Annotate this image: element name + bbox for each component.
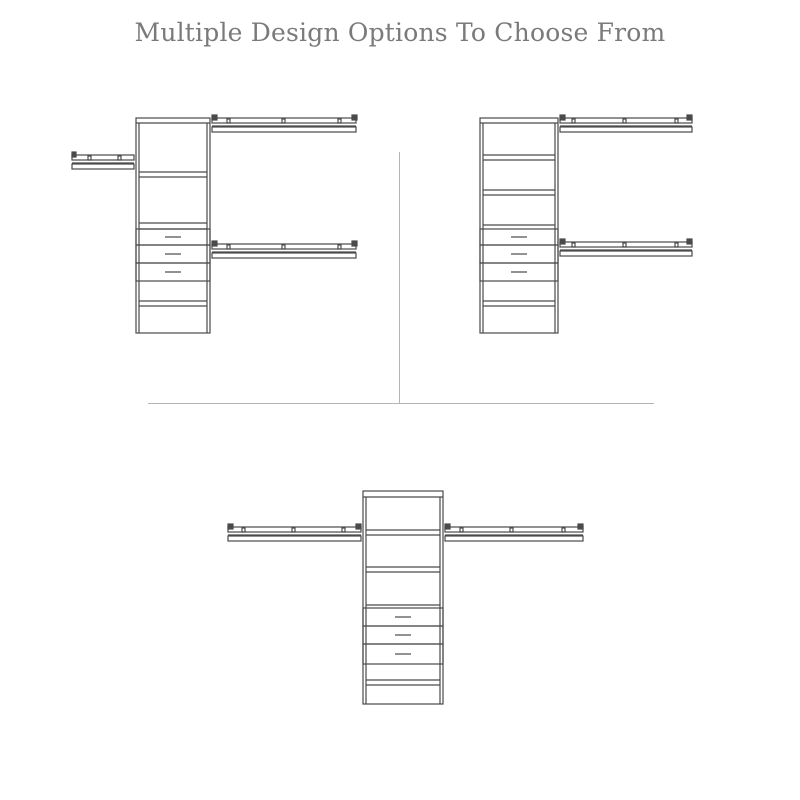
closet-option-2[interactable] xyxy=(470,105,710,345)
vertical-divider xyxy=(399,152,400,404)
right-lower-shelf xyxy=(560,239,692,256)
right-top-shelf xyxy=(212,115,357,132)
right-shelf xyxy=(445,524,583,541)
horizontal-divider xyxy=(148,403,654,404)
left-shelf xyxy=(72,152,134,169)
right-lower-shelf xyxy=(212,241,357,258)
page-title: Multiple Design Options To Choose From xyxy=(134,18,666,47)
tower xyxy=(363,491,443,704)
closet-option-3[interactable] xyxy=(220,480,600,720)
tower xyxy=(136,118,210,333)
closet-option-1[interactable] xyxy=(60,105,370,345)
tower xyxy=(480,118,558,333)
left-shelf xyxy=(228,524,361,541)
right-top-shelf xyxy=(560,115,692,132)
